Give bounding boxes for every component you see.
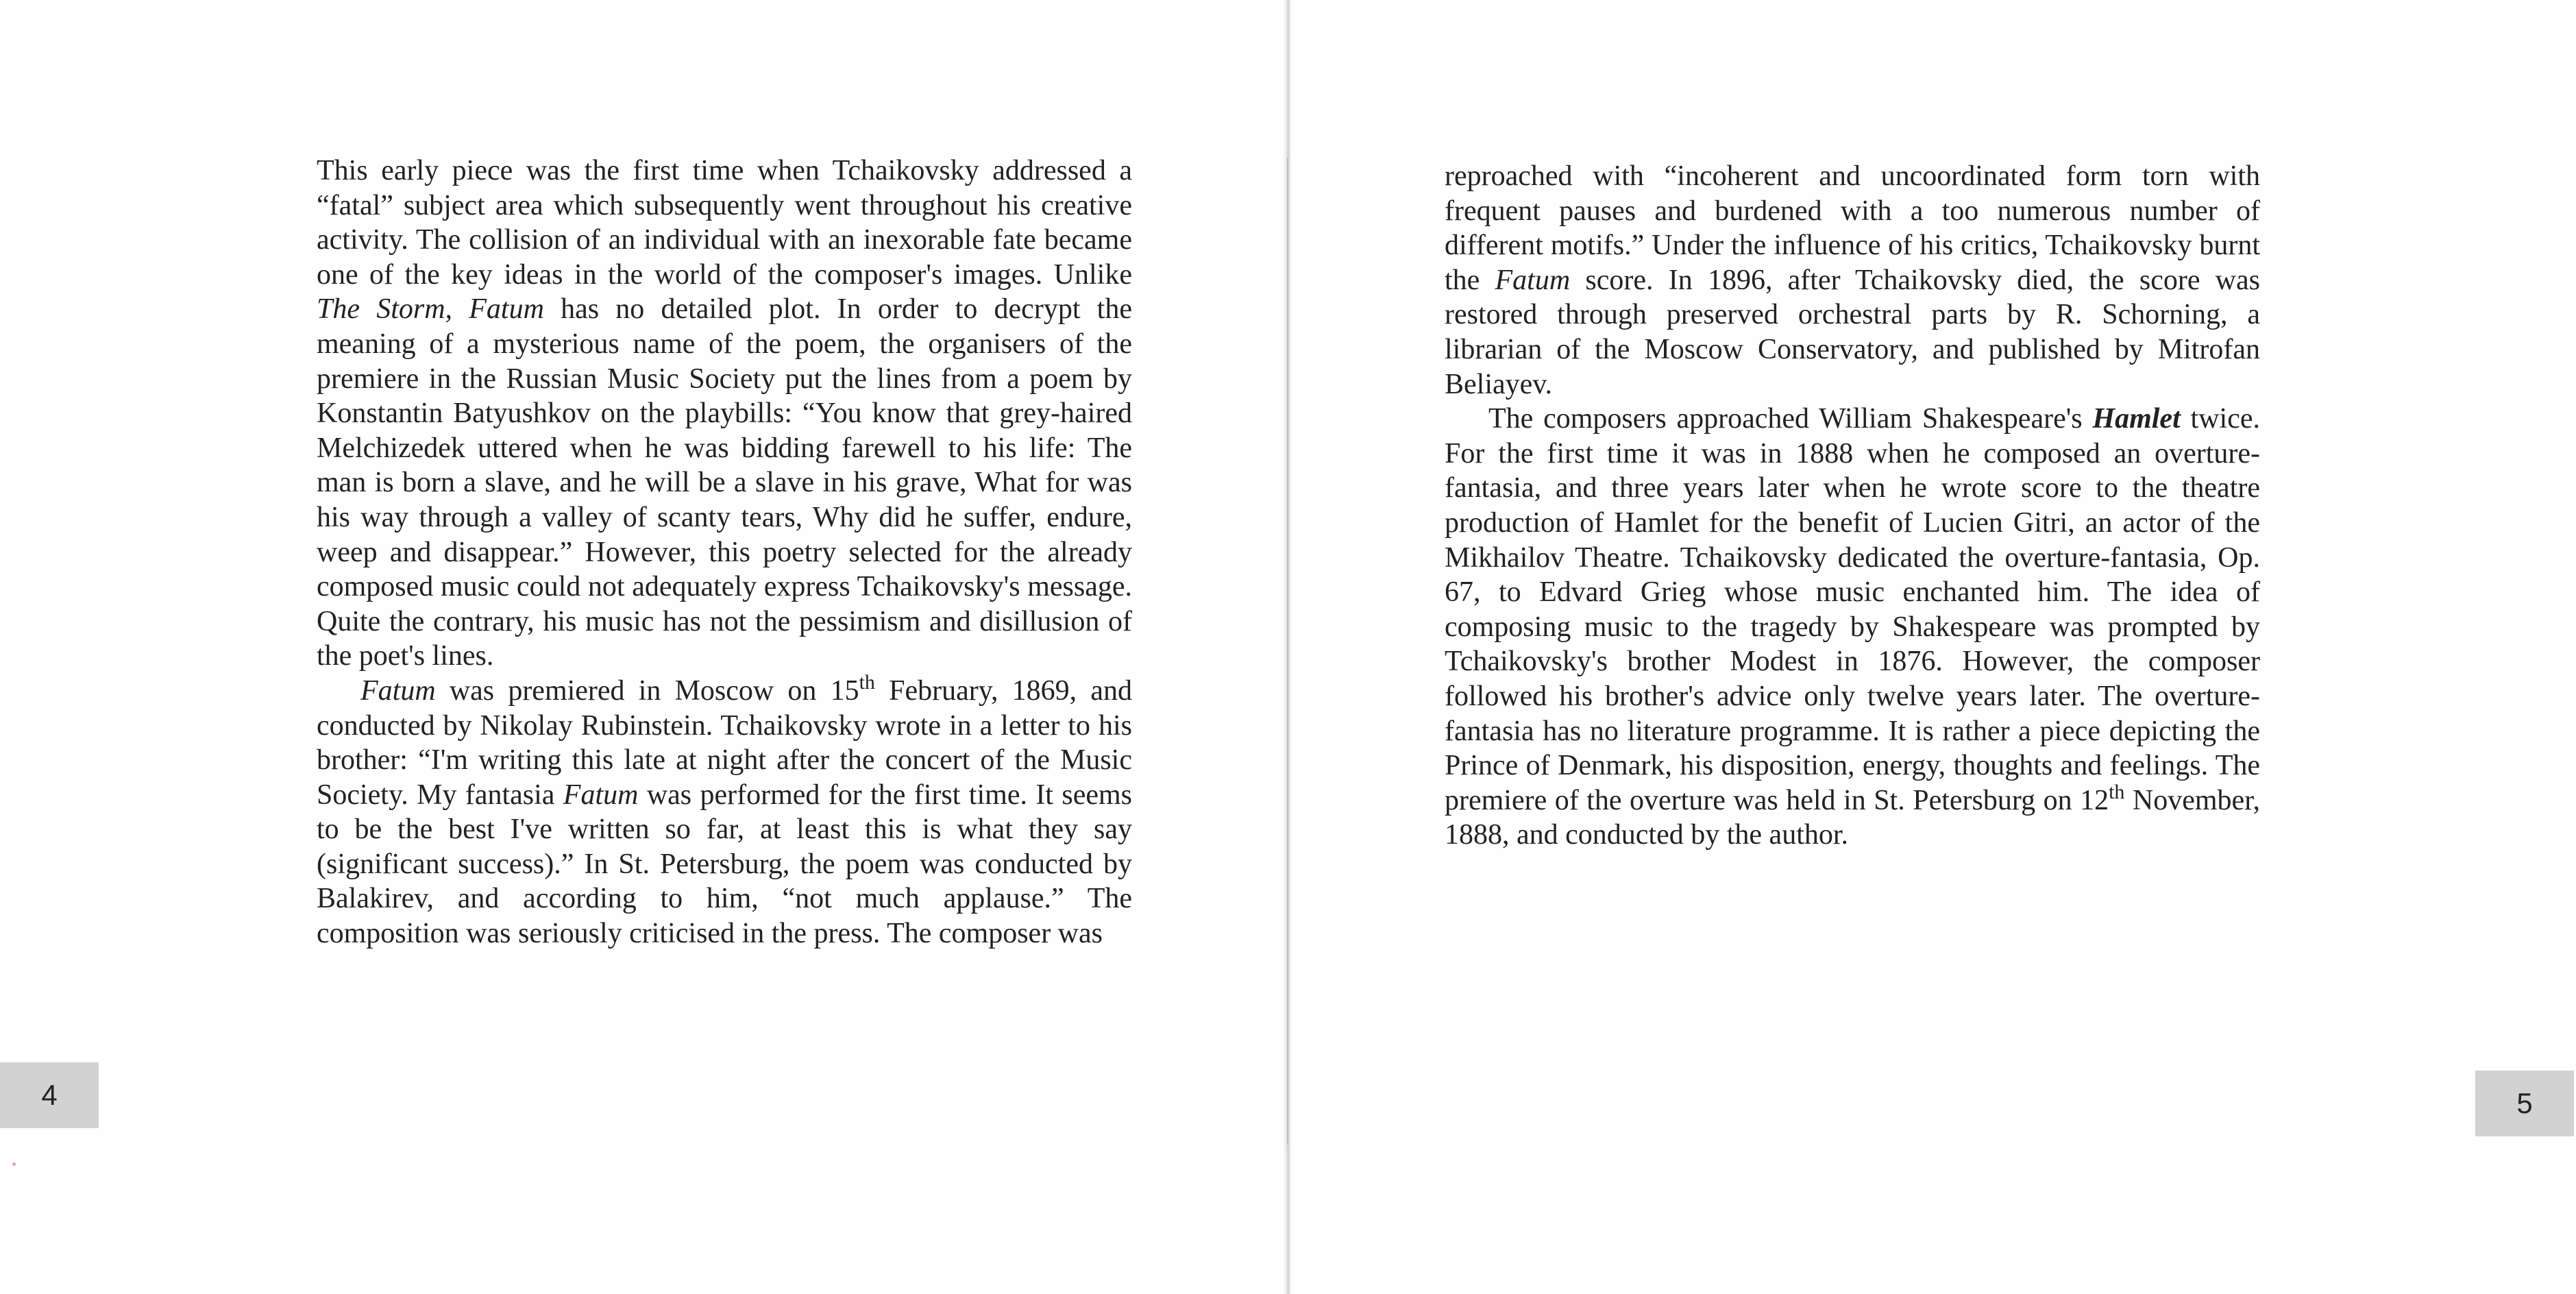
left-paragraph-1: This early piece was the first time when Tchaikovsky addressed a “fatal” subject area which subsequently went throughout his creative activity. The collision of an individual with an inexorable fate became one of the key ideas in the world of the composer's images. Unlike The Storm, Fatum has no detailed plot. In order to decrypt the meaning of a mysterious name of the poem, the organisers of the premiere in the Russian Music Society put the lines from a poem by Konstantin Batyushkov on the playbills: “You know that grey-haired Melchizedek uttered when he was bidding farewell to his life: The man is born a slave, and he will be a slave in his grave, What for was his way through a valley of scanty tears, Why did he suffer, endure, weep and disappear.” However, this poetry selected for the already composed music could not adequately express Tchaikovsky's message. Quite the contrary, his music has not the pessimism and disillusion of the poet's lines. bbox=[317, 155, 1132, 672]
left-page bbox=[0, 0, 1286, 1294]
page-number-left: 4 bbox=[0, 1062, 99, 1128]
left-page-text bbox=[317, 154, 1132, 951]
page-number-right: 5 bbox=[2475, 1071, 2574, 1136]
right-page-text bbox=[1445, 159, 2260, 853]
right-paragraph-2: The composers approached William Shakespeare's Hamlet twice. For the first time it was in 1888 when he composed an overture-fantasia, and three years later when he wrote score to the theatre production of Hamlet for the benefit of Lucien Gitri, an actor of the Mikhailov Theatre. Tchaikovsky dedicated the overture-fantasia, Op. 67, to Edvard Grieg whose music enchanted him. The idea of composing music to the tragedy by Shakespeare was prompted by Tchaikovsky's brother Modest in 1876. However, the composer followed his brother's advice only twelve years later. The overture-fantasia has no literature programme. It is rather a piece depicting the Prince of Denmark, his disposition, energy, thoughts and feelings. The premiere of the overture was held in St. Petersburg on 12th November, 1888, and conducted by the author. bbox=[1445, 403, 2261, 851]
right-page bbox=[1291, 0, 2576, 1294]
paper-speck bbox=[12, 1162, 16, 1166]
right-paragraph-1: reproached with “incoherent and uncoordinated form torn with frequent pauses and burdened with a too numerous number of different motifs.” Under the influence of his critics, Tchaikovsky burnt the Fatum score. In 1896, after Tchaikovsky died, the score was restored through preserved orchestral parts by R. Schorning, a librarian of the Moscow Conservatory, and published by Mitrofan Beliayev. bbox=[1445, 160, 2260, 400]
gutter-fold-line bbox=[1287, 158, 1288, 1145]
left-paragraph-2: Fatum was premiered in Moscow on 15th February, 1869, and conducted by Nikolay Rubinstein. Tchaikovsky wrote in a letter to his brother: “I'm writing this late at night after the concert of the Music Society. My fantasia Fatum was performed for the first time. It seems to be the best I've written so far, at least this is what they say (significant success).” In St. Petersburg, the poem was conducted by Balakirev, and according to him, “not much applause.” The composition was seriously criticised in the press. The composer was bbox=[317, 670, 1132, 950]
